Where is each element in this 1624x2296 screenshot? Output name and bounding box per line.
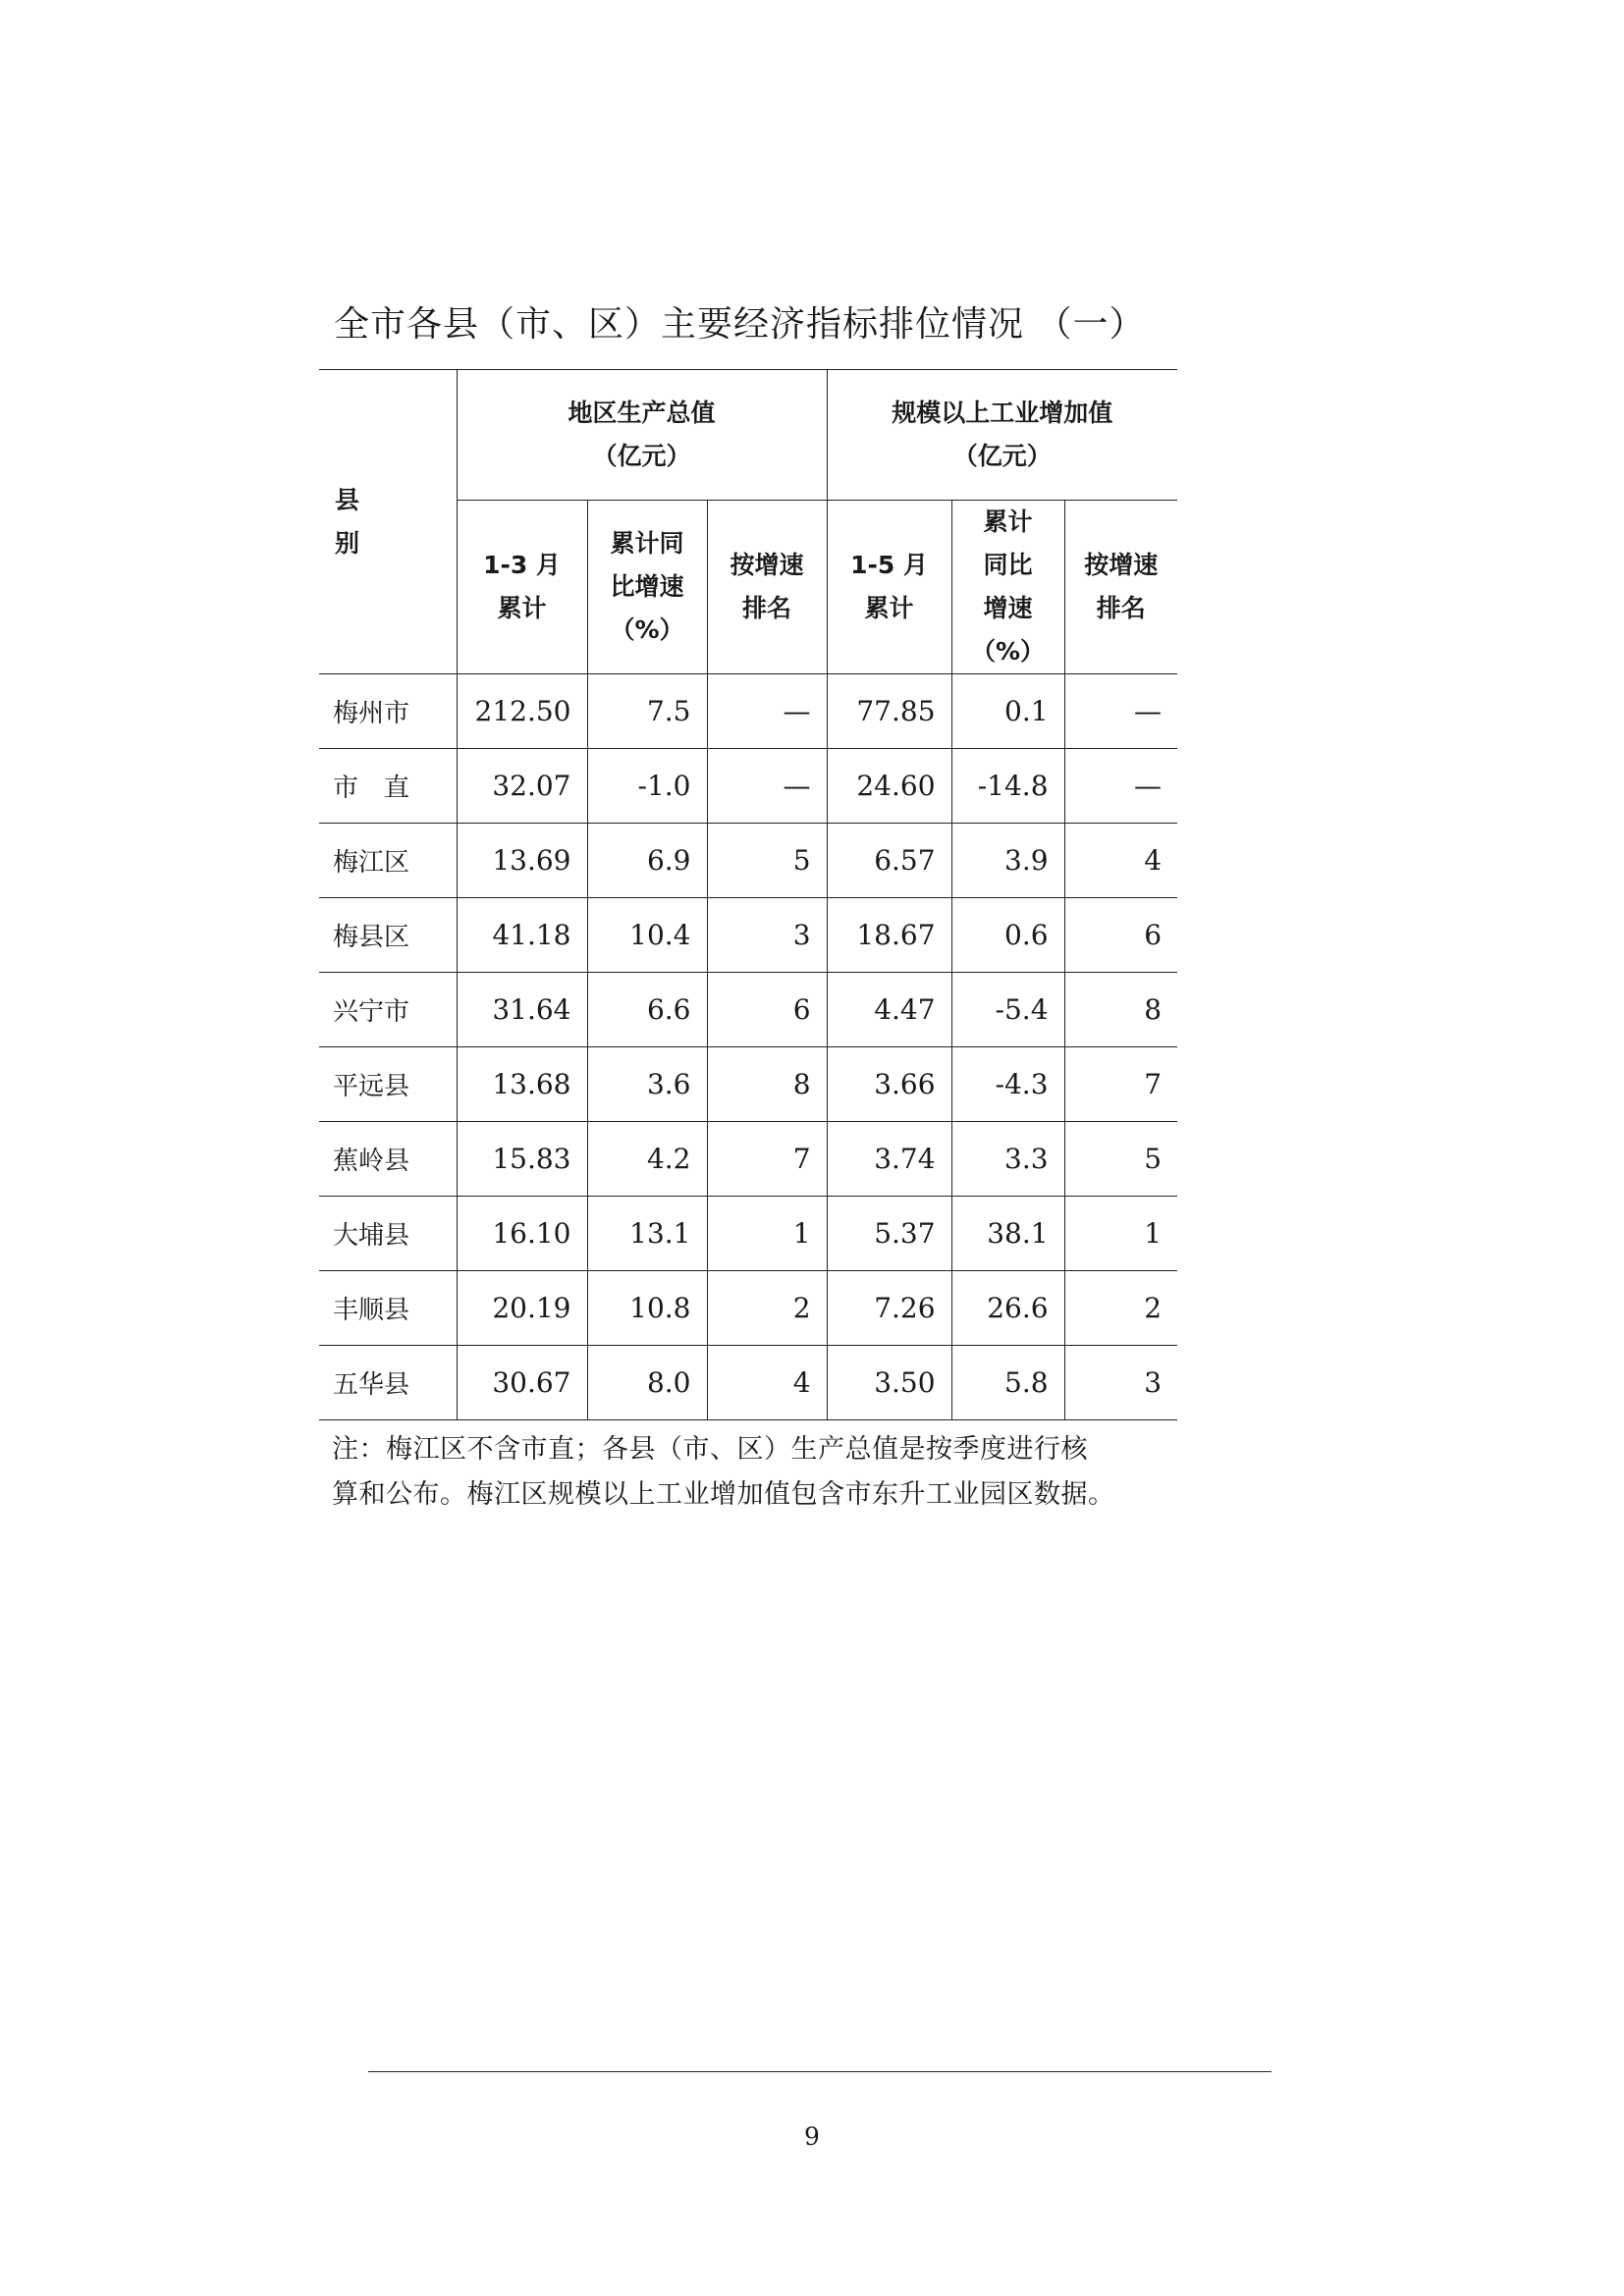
industry-value: 5.37: [827, 1197, 951, 1271]
table-row: [319, 749, 1177, 824]
gdp-growth: 8.0: [587, 1346, 707, 1420]
industry-value: 18.67: [827, 898, 951, 973]
table-row: [319, 1271, 1177, 1346]
county-name: 梅县区: [319, 898, 457, 973]
industry-group-header: [827, 370, 1177, 501]
industry-cumulative-header: [827, 501, 951, 674]
gdp-value: 32.07: [457, 749, 587, 824]
gdp-value: 212.50: [457, 674, 587, 749]
gdp-cumulative-header: [457, 501, 587, 674]
gdp-value: 20.19: [457, 1271, 587, 1346]
gdp-value: 13.68: [457, 1047, 587, 1122]
gdp-group-header: [457, 370, 827, 501]
gdp-rank: 7: [707, 1122, 827, 1197]
industry-growth: -5.4: [951, 973, 1064, 1047]
industry-value: 77.85: [827, 674, 951, 749]
header-line: 累计: [983, 507, 1033, 536]
economic-indicators-table: [319, 369, 1177, 1420]
header-line: （%）: [610, 615, 684, 644]
table-row: [319, 1047, 1177, 1122]
gdp-rank: 4: [707, 1346, 827, 1420]
industry-value: 4.47: [827, 973, 951, 1047]
gdp-value: 16.10: [457, 1197, 587, 1271]
gdp-rank: 2: [707, 1271, 827, 1346]
page-title: 全市各县（市、区）主要经济指标排位情况 （一）: [334, 304, 1146, 345]
county-name: 丰顺县: [319, 1271, 457, 1346]
industry-growth: -4.3: [951, 1047, 1064, 1122]
table-row: [319, 1122, 1177, 1197]
industry-rank: 6: [1064, 898, 1177, 973]
county-name: 五华县: [319, 1346, 457, 1420]
header-line: 按增速: [1084, 551, 1159, 579]
industry-group-label: 规模以上工业增加值: [892, 399, 1113, 427]
gdp-rank: 5: [707, 824, 827, 898]
industry-growth: 3.9: [951, 824, 1064, 898]
gdp-rank: 8: [707, 1047, 827, 1122]
table-row: [319, 973, 1177, 1047]
industry-growth: -14.8: [951, 749, 1064, 824]
industry-rank: 8: [1064, 973, 1177, 1047]
header-line: 1-3 月: [483, 551, 561, 579]
gdp-growth: -1.0: [587, 749, 707, 824]
gdp-value: 13.69: [457, 824, 587, 898]
header-line: （%）: [971, 637, 1046, 666]
header-line: 增速: [983, 594, 1033, 622]
industry-rank: 4: [1064, 824, 1177, 898]
industry-value: 6.57: [827, 824, 951, 898]
industry-value: 3.74: [827, 1122, 951, 1197]
county-name: 梅江区: [319, 824, 457, 898]
gdp-value: 31.64: [457, 973, 587, 1047]
county-name: 市 直: [319, 749, 457, 824]
county-name: 大埔县: [319, 1197, 457, 1271]
footer-divider: [368, 2071, 1272, 2072]
industry-rank: 1: [1064, 1197, 1177, 1271]
industry-group-unit: （亿元）: [952, 442, 1052, 470]
header-line: 累计: [497, 594, 547, 622]
industry-growth-header: [951, 501, 1064, 674]
county-name: 平远县: [319, 1047, 457, 1122]
footnote-line-1: 注：梅江区不含市直；各县（市、区）生产总值是按季度进行核: [332, 1434, 1088, 1465]
industry-value: 3.66: [827, 1047, 951, 1122]
table-row: [319, 898, 1177, 973]
industry-value: 24.60: [827, 749, 951, 824]
county-name: 兴宁市: [319, 973, 457, 1047]
industry-value: 3.50: [827, 1346, 951, 1420]
gdp-rank: 1: [707, 1197, 827, 1271]
gdp-rank: 6: [707, 973, 827, 1047]
header-line: 累计同: [610, 529, 684, 558]
industry-growth: 38.1: [951, 1197, 1064, 1271]
industry-rank: 7: [1064, 1047, 1177, 1122]
gdp-growth: 3.6: [587, 1047, 707, 1122]
gdp-growth-header: [587, 501, 707, 674]
table-row: [319, 1346, 1177, 1420]
header-line: 按增速: [730, 551, 804, 579]
gdp-growth: 7.5: [587, 674, 707, 749]
gdp-rank: —: [707, 674, 827, 749]
header-line: 比增速: [610, 572, 684, 601]
industry-growth: 0.1: [951, 674, 1064, 749]
gdp-growth: 4.2: [587, 1122, 707, 1197]
table-row: [319, 674, 1177, 749]
footnote-line-2: 算和公布。梅江区规模以上工业增加值包含市东升工业园区数据。: [332, 1479, 1115, 1510]
gdp-rank: —: [707, 749, 827, 824]
header-line: 1-5 月: [850, 551, 928, 579]
header-line: 同比: [983, 551, 1033, 579]
gdp-growth: 10.4: [587, 898, 707, 973]
header-line: 排名: [1096, 594, 1146, 622]
industry-growth: 5.8: [951, 1346, 1064, 1420]
gdp-group-label: 地区生产总值: [568, 399, 716, 427]
gdp-rank-header: [707, 501, 827, 674]
industry-rank: —: [1064, 674, 1177, 749]
gdp-growth: 10.8: [587, 1271, 707, 1346]
table-row: [319, 1197, 1177, 1271]
gdp-rank: 3: [707, 898, 827, 973]
gdp-growth: 6.6: [587, 973, 707, 1047]
industry-growth: 0.6: [951, 898, 1064, 973]
industry-rank: 5: [1064, 1122, 1177, 1197]
gdp-value: 15.83: [457, 1122, 587, 1197]
industry-rank-header: [1064, 501, 1177, 674]
gdp-growth: 13.1: [587, 1197, 707, 1271]
industry-growth: 26.6: [951, 1271, 1064, 1346]
gdp-group-unit: （亿元）: [592, 442, 691, 470]
page-number: 9: [804, 2122, 820, 2151]
county-name: 蕉岭县: [319, 1122, 457, 1197]
industry-rank: —: [1064, 749, 1177, 824]
industry-growth: 3.3: [951, 1122, 1064, 1197]
table-row: [319, 824, 1177, 898]
gdp-value: 30.67: [457, 1346, 587, 1420]
industry-value: 7.26: [827, 1271, 951, 1346]
gdp-growth: 6.9: [587, 824, 707, 898]
county-name: 梅州市: [319, 674, 457, 749]
gdp-value: 41.18: [457, 898, 587, 973]
header-line: 排名: [742, 594, 792, 622]
header-line: 累计: [864, 594, 914, 622]
table-footnote: [332, 1427, 1196, 1518]
county-column-header: 县 别: [319, 370, 457, 674]
industry-rank: 3: [1064, 1346, 1177, 1420]
industry-rank: 2: [1064, 1271, 1177, 1346]
